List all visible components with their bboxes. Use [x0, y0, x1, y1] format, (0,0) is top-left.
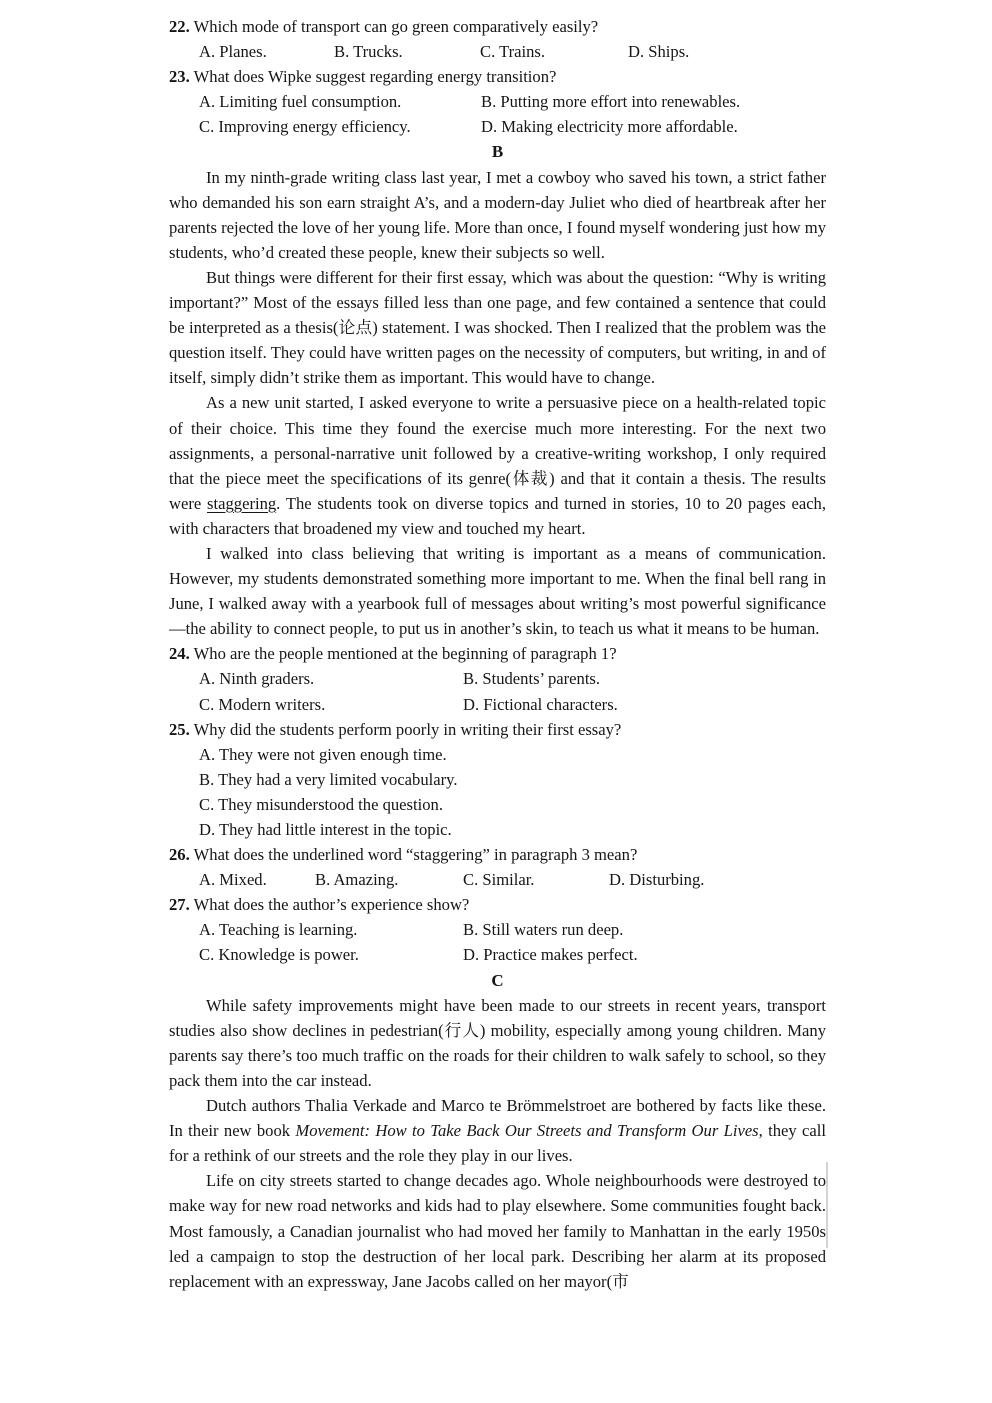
question-24	[169, 641, 826, 666]
option-a: A. Planes.	[199, 42, 267, 62]
paragraph-text: Dutch authors Thalia Verkade and Marco te Brömmelstroet are bothered by facts like these. In their new book	[169, 1096, 826, 1141]
paragraph-text: , they call for a rethink of our streets and the role they play in our lives.	[169, 1121, 826, 1166]
section-b-paragraph-1: In my ninth-grade writing class last year, I met a cowboy who saved his town, a strict father who demanded his son earn straight A’s, and a modern-day Juliet who died of heartbreak after her parents rejected the love of her young life. More than once, I found myself wondering just how my students, who’d created these people, knew their subjects so well.	[169, 167, 826, 262]
question-number: 22.	[169, 17, 190, 36]
option-b: B. Trucks.	[334, 42, 403, 62]
option-d: D. Practice makes perfect.	[463, 945, 638, 965]
question-number: 24.	[169, 644, 190, 664]
question-22	[169, 14, 826, 39]
question-26-options	[169, 867, 826, 892]
option-c: C. Similar.	[463, 870, 535, 890]
section-b-title: B	[491, 142, 504, 162]
book-title: Movement: How to Take Back Our Streets and Transform Our Lives	[295, 1121, 759, 1141]
question-26	[169, 842, 826, 867]
option-b: B. Putting more effort into renewables.	[481, 92, 741, 112]
section-b-paragraph-2: But things were different for their first essay, which was about the question: “Why is writing important?” Most of the essays filled less than one page, and few contained a sentence that could be interpreted as a thesis(论点) statement. I was shocked. Then I realized that the problem was the question itself. They could have written pages on the necessity of computers, but writing, in and of itself, simply didn’t strike them as important. This would have to change.	[169, 267, 826, 388]
section-c-title: C	[491, 970, 504, 990]
option-a: A. Mixed.	[199, 870, 267, 890]
question-stem: Which mode of transport can go green comparatively easily?	[193, 17, 599, 36]
question-number: 26.	[169, 845, 190, 865]
option-d: D. Making electricity more affordable.	[481, 117, 738, 137]
option-b: B. Students’ parents.	[463, 669, 601, 689]
question-stem: What does the author’s experience show?	[193, 895, 470, 915]
question-27-options-row1	[169, 917, 826, 942]
question-stem: Why did the students perform poorly in writing their first essay?	[193, 719, 622, 739]
question-stem: Who are the people mentioned at the beginning of paragraph 1?	[193, 644, 617, 664]
question-number: 23.	[169, 67, 190, 87]
option-a: A. Ninth graders.	[199, 669, 315, 689]
question-stem: What does the underlined word “staggering” in paragraph 3 mean?	[193, 845, 638, 865]
option-c: C. Trains.	[480, 42, 546, 62]
option-a: A. Limiting fuel consumption.	[199, 92, 402, 112]
section-b-paragraph-4: I walked into class believing that writing is important as a means of communication. However, my students demonstrated something more important to me. When the final bell rang in June, I walked away with a yearbook full of messages about writing’s most powerful significance—the ability to connect people, to put us in another’s skin, to teach us what it means to be human.	[169, 543, 826, 639]
option-d: D. Ships.	[628, 42, 690, 62]
option-b: B. Amazing.	[315, 870, 399, 890]
question-number: 27.	[169, 895, 190, 915]
option-a: A. Teaching is learning.	[199, 920, 358, 940]
question-number: 25.	[169, 719, 190, 739]
question-23	[169, 64, 826, 89]
section-b-paragraph-3	[169, 390, 826, 541]
question-25	[169, 717, 826, 742]
section-c-paragraph-2	[169, 1093, 826, 1168]
scan-edge-mark	[826, 1162, 828, 1248]
option-b: B. Still waters run deep.	[463, 920, 624, 940]
exam-page	[169, 14, 826, 1294]
option-c: C. Improving energy efficiency.	[199, 117, 411, 137]
option-c: C. Knowledge is power.	[199, 945, 359, 965]
question-27-options-row2	[169, 942, 826, 967]
section-c-paragraph-1: While safety improvements might have been made to our streets in recent years, transport studies also show declines in pedestrian(行人) mobility, especially among young children. Many parents say there’s too much traffic on the roads for their children to walk safely to school, so they pack them into the car instead.	[169, 995, 826, 1090]
question-27	[169, 892, 826, 917]
question-24-options-row2	[169, 692, 826, 717]
option-d: D. Disturbing.	[609, 870, 705, 890]
option-d: D. Fictional characters.	[463, 694, 618, 714]
question-23-options-row2	[169, 114, 826, 139]
paragraph-text: . The students took on diverse topics and turned in stories, 10 to 20 pages each, with characters that broadened my view and touched my heart.	[169, 493, 827, 538]
option-b: B. They had a very limited vocabulary.	[199, 769, 458, 789]
option-a: A. They were not given enough time.	[199, 744, 447, 764]
question-24-options-row1	[169, 666, 826, 691]
paragraph-text: As a new unit started, I asked everyone to write a persuasive piece on a health-related topic of their choice. This time they found the exercise much more interesting. For the next two assignments, a personal-narrative unit followed by a creative-writing workshop, I only required that the piece meet the specifications of its genre(体裁) and that it contain a thesis. The results were	[169, 393, 826, 513]
option-c: C. They misunderstood the question.	[199, 794, 443, 814]
option-c: C. Modern writers.	[199, 694, 326, 714]
question-23-options-row1	[169, 89, 826, 114]
section-c-paragraph-3: Life on city streets started to change decades ago. Whole neighbourhoods were destroyed to make way for new road networks and kids had to play elsewhere. Some communities fought back. Most famously, a Canadian journalist who had moved her family to Manhattan in the early 1950s led a campaign to stop the destruction of her local park. Describing her alarm at its proposed replacement with an expressway, Jane Jacobs called on her mayor(市	[169, 1171, 826, 1291]
question-22-options	[169, 39, 826, 64]
option-d: D. They had little interest in the topic.	[199, 820, 452, 839]
underlined-word: staggering	[207, 493, 277, 513]
question-stem: What does Wipke suggest regarding energy transition?	[193, 67, 557, 87]
